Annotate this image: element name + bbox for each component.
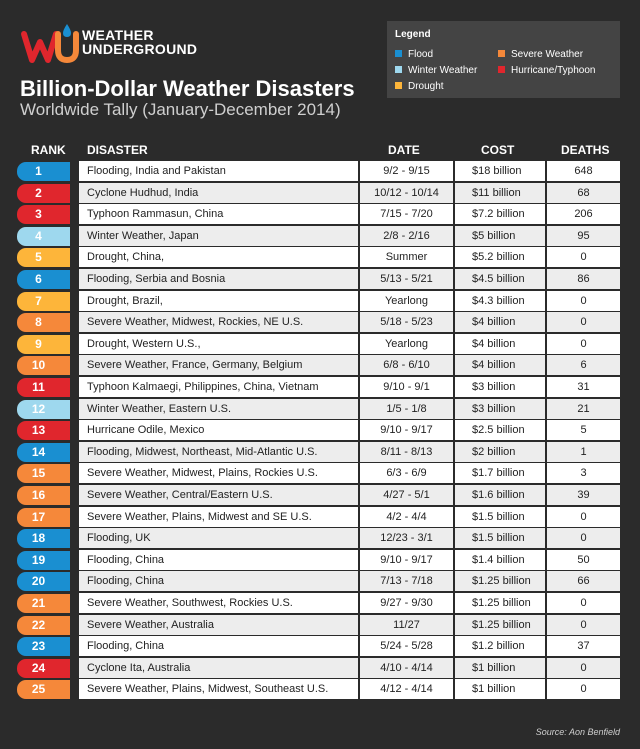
rank-value: 16: [31, 488, 46, 502]
header-cost: COST: [481, 143, 515, 157]
table-row: [0, 291, 640, 312]
table-row: [0, 355, 640, 376]
cost-cell: $3 billion: [455, 377, 545, 397]
cost-cell: $2.5 billion: [455, 420, 545, 440]
disaster-cell: Severe Weather, Plains, Midwest and SE U.S.: [79, 507, 358, 527]
date-cell: 9/10 - 9/17: [360, 420, 453, 440]
cost-cell: $18 billion: [455, 161, 545, 181]
date-cell: 7/13 - 7/18: [360, 571, 453, 591]
date-cell: 11/27: [360, 615, 453, 635]
legend-label-drought: Drought: [408, 81, 444, 92]
legend-item-drought: [395, 81, 444, 92]
rank-badge: [17, 551, 70, 570]
rank-value: 2: [35, 186, 42, 200]
date-cell: 9/10 - 9/1: [360, 377, 453, 397]
date-cell: 2/8 - 2/16: [360, 226, 453, 246]
rank-badge: [17, 529, 70, 548]
rank-value: 11: [32, 380, 45, 394]
rank-badge: [17, 205, 70, 224]
rank-badge: [17, 248, 70, 267]
disaster-cell: Typhoon Kalmaegi, Philippines, China, Vietnam: [79, 377, 358, 397]
rank-value: 18: [31, 531, 46, 545]
cost-cell: $11 billion: [455, 183, 545, 203]
rank-value: 22: [31, 618, 46, 632]
cost-cell: $1.6 billion: [455, 485, 545, 505]
rank-badge: [17, 400, 70, 419]
rank-badge: [17, 464, 70, 483]
disaster-cell: Drought, Brazil,: [79, 291, 358, 311]
date-cell: 6/3 - 6/9: [360, 463, 453, 483]
deaths-cell: 68: [547, 183, 620, 203]
rank-value: 12: [31, 402, 46, 416]
rank-badge: [17, 421, 70, 440]
rank-value: 20: [31, 574, 46, 588]
deaths-cell: 95: [547, 226, 620, 246]
rank-badge: [17, 356, 70, 375]
table-row: [0, 615, 640, 636]
rank-value: 10: [31, 358, 46, 372]
table-row: [0, 269, 640, 290]
table-row: [0, 507, 640, 528]
deaths-cell: 648: [547, 161, 620, 181]
cost-cell: $1.4 billion: [455, 550, 545, 570]
disaster-cell: Cyclone Hudhud, India: [79, 183, 358, 203]
cost-cell: $3 billion: [455, 399, 545, 419]
header-deaths: DEATHS: [561, 143, 610, 157]
table-row: [0, 442, 640, 463]
brand-line-2: UNDERGROUND: [82, 41, 198, 57]
date-cell: Yearlong: [360, 291, 453, 311]
date-cell: 5/24 - 5/28: [360, 636, 453, 656]
disaster-cell: Flooding, China: [79, 550, 358, 570]
table-row: [0, 377, 640, 398]
table-row: [0, 399, 640, 420]
cost-cell: $1.5 billion: [455, 528, 545, 548]
brand-line-1: WEATHER: [82, 27, 154, 43]
rank-value: 8: [35, 315, 42, 329]
date-cell: 1/5 - 1/8: [360, 399, 453, 419]
deaths-cell: 6: [547, 355, 620, 375]
rank-value: 19: [31, 553, 46, 567]
brand-wordmark: [82, 28, 197, 56]
weather-underground-logo: [20, 20, 200, 64]
rank-badge: [17, 227, 70, 246]
legend-swatch-drought: [395, 82, 402, 89]
cost-cell: $7.2 billion: [455, 204, 545, 224]
rank-badge: [17, 270, 70, 289]
date-cell: 8/11 - 8/13: [360, 442, 453, 462]
deaths-cell: 50: [547, 550, 620, 570]
legend: [387, 21, 620, 98]
cost-cell: $1.25 billion: [455, 615, 545, 635]
cost-cell: $1.2 billion: [455, 636, 545, 656]
cost-cell: $4.3 billion: [455, 291, 545, 311]
rank-value: 17: [31, 510, 46, 524]
rank-value: 6: [35, 272, 42, 286]
deaths-cell: 206: [547, 204, 620, 224]
legend-swatch-winter-weather: [395, 66, 402, 73]
rank-value: 13: [31, 423, 46, 437]
rank-badge: [17, 594, 70, 613]
rank-badge: [17, 680, 70, 699]
table-header: [0, 141, 640, 161]
legend-swatch-hurricane-typhoon: [498, 66, 505, 73]
table-row: [0, 571, 640, 592]
deaths-cell: 0: [547, 312, 620, 332]
cost-cell: $2 billion: [455, 442, 545, 462]
cost-cell: $4 billion: [455, 312, 545, 332]
rank-badge: [17, 659, 70, 678]
legend-item-severe-weather: [498, 49, 583, 60]
deaths-cell: 31: [547, 377, 620, 397]
legend-label-flood: Flood: [408, 49, 434, 60]
date-cell: 4/12 - 4/14: [360, 679, 453, 699]
deaths-cell: 0: [547, 291, 620, 311]
table-row: [0, 658, 640, 679]
disaster-cell: Severe Weather, Plains, Midwest, Southeast U.S.: [79, 679, 358, 699]
table-row: [0, 161, 640, 182]
legend-swatch-severe-weather: [498, 50, 505, 57]
header-disaster: DISASTER: [87, 143, 148, 157]
date-cell: 5/13 - 5/21: [360, 269, 453, 289]
disaster-cell: Severe Weather, France, Germany, Belgium: [79, 355, 358, 375]
rank-badge: [17, 637, 70, 656]
rank-value: 15: [31, 466, 46, 480]
disaster-cell: Severe Weather, Southwest, Rockies U.S.: [79, 593, 358, 613]
date-cell: Yearlong: [360, 334, 453, 354]
disaster-cell: Severe Weather, Midwest, Rockies, NE U.S.: [79, 312, 358, 332]
deaths-cell: 0: [547, 593, 620, 613]
date-cell: 6/8 - 6/10: [360, 355, 453, 375]
date-cell: 9/27 - 9/30: [360, 593, 453, 613]
header-rank: RANK: [31, 143, 66, 157]
deaths-cell: 21: [547, 399, 620, 419]
date-cell: 4/2 - 4/4: [360, 507, 453, 527]
date-cell: 9/2 - 9/15: [360, 161, 453, 181]
cost-cell: $5.2 billion: [455, 247, 545, 267]
table-row: [0, 636, 640, 657]
legend-item-hurricane-typhoon: [498, 65, 596, 76]
cost-cell: $1.5 billion: [455, 507, 545, 527]
deaths-cell: 0: [547, 679, 620, 699]
cost-cell: $4.5 billion: [455, 269, 545, 289]
cost-cell: $1.25 billion: [455, 593, 545, 613]
legend-label-winter-weather: Winter Weather: [408, 65, 478, 76]
rank-badge: [17, 508, 70, 527]
rank-value: 9: [35, 337, 42, 351]
legend-swatch-flood: [395, 50, 402, 57]
legend-title: Legend: [395, 29, 431, 40]
disaster-cell: Drought, China,: [79, 247, 358, 267]
cost-cell: $1.7 billion: [455, 463, 545, 483]
disaster-cell: Severe Weather, Midwest, Plains, Rockies U.S.: [79, 463, 358, 483]
disaster-cell: Flooding, UK: [79, 528, 358, 548]
disaster-cell: Cyclone Ita, Australia: [79, 658, 358, 678]
legend-label-severe-weather: Severe Weather: [511, 49, 584, 60]
table-row: [0, 226, 640, 247]
header-date: DATE: [388, 143, 420, 157]
disaster-cell: Severe Weather, Australia: [79, 615, 358, 635]
disaster-cell: Typhoon Rammasun, China: [79, 204, 358, 224]
rank-value: 1: [35, 164, 42, 178]
rank-badge: [17, 292, 70, 311]
disaster-cell: Flooding, China: [79, 636, 358, 656]
disaster-cell: Flooding, India and Pakistan: [79, 161, 358, 181]
rank-value: 5: [35, 250, 42, 264]
deaths-cell: 0: [547, 247, 620, 267]
date-cell: 7/15 - 7/20: [360, 204, 453, 224]
disaster-cell: Winter Weather, Eastern U.S.: [79, 399, 358, 419]
deaths-cell: 86: [547, 269, 620, 289]
cost-cell: $5 billion: [455, 226, 545, 246]
cost-cell: $1.25 billion: [455, 571, 545, 591]
table-row: [0, 312, 640, 333]
deaths-cell: 0: [547, 615, 620, 635]
disaster-cell: Flooding, China: [79, 571, 358, 591]
disaster-cell: Hurricane Odile, Mexico: [79, 420, 358, 440]
rank-badge: [17, 443, 70, 462]
rank-value: 14: [31, 445, 46, 459]
cost-cell: $4 billion: [455, 355, 545, 375]
date-cell: 4/10 - 4/14: [360, 658, 453, 678]
cost-cell: $1 billion: [455, 679, 545, 699]
table-row: [0, 593, 640, 614]
rank-value: 24: [31, 661, 46, 675]
deaths-cell: 0: [547, 334, 620, 354]
rank-value: 23: [31, 639, 46, 653]
rank-value: 7: [35, 294, 42, 308]
legend-item-winter-weather: [395, 65, 477, 76]
date-cell: 10/12 - 10/14: [360, 183, 453, 203]
rank-value: 4: [35, 229, 42, 243]
deaths-cell: 0: [547, 658, 620, 678]
table-row: [0, 528, 640, 549]
rank-value: 25: [31, 682, 46, 696]
table-row: [0, 679, 640, 700]
page-title: Billion-Dollar Weather Disasters: [20, 76, 355, 101]
cost-cell: $1 billion: [455, 658, 545, 678]
table-row: [0, 420, 640, 441]
rank-badge: [17, 335, 70, 354]
table-row: [0, 183, 640, 204]
disaster-cell: Flooding, Serbia and Bosnia: [79, 269, 358, 289]
table-row: [0, 247, 640, 268]
table-row: [0, 485, 640, 506]
table-row: [0, 204, 640, 225]
rank-badge: [17, 572, 70, 591]
table-row: [0, 463, 640, 484]
rank-value: 3: [35, 207, 42, 221]
table-row: [0, 550, 640, 571]
rank-badge: [17, 162, 70, 181]
deaths-cell: 0: [547, 507, 620, 527]
legend-item-flood: [395, 49, 433, 60]
table-row: [0, 334, 640, 355]
rank-badge: [17, 378, 70, 397]
deaths-cell: 39: [547, 485, 620, 505]
disaster-cell: Drought, Western U.S.,: [79, 334, 358, 354]
rank-badge: [17, 313, 70, 332]
deaths-cell: 1: [547, 442, 620, 462]
cost-cell: $4 billion: [455, 334, 545, 354]
disaster-cell: Severe Weather, Central/Eastern U.S.: [79, 485, 358, 505]
disaster-cell: Flooding, Midwest, Northeast, Mid-Atlantic U.S.: [79, 442, 358, 462]
date-cell: Summer: [360, 247, 453, 267]
source-credit: Source: Aon Benfield: [535, 727, 620, 737]
rank-badge: [17, 486, 70, 505]
disaster-cell: Winter Weather, Japan: [79, 226, 358, 246]
rank-badge: [17, 184, 70, 203]
deaths-cell: 37: [547, 636, 620, 656]
page-subtitle: Worldwide Tally (January-December 2014): [20, 100, 341, 119]
legend-label-hurricane-typhoon: Hurricane/Typhoon: [511, 65, 596, 76]
deaths-cell: 66: [547, 571, 620, 591]
date-cell: 9/10 - 9/17: [360, 550, 453, 570]
rank-value: 21: [31, 596, 46, 610]
deaths-cell: 5: [547, 420, 620, 440]
deaths-cell: 0: [547, 528, 620, 548]
date-cell: 12/23 - 3/1: [360, 528, 453, 548]
wu-logo-icon: [20, 20, 82, 64]
date-cell: 5/18 - 5/23: [360, 312, 453, 332]
date-cell: 4/27 - 5/1: [360, 485, 453, 505]
rank-badge: [17, 616, 70, 635]
deaths-cell: 3: [547, 463, 620, 483]
